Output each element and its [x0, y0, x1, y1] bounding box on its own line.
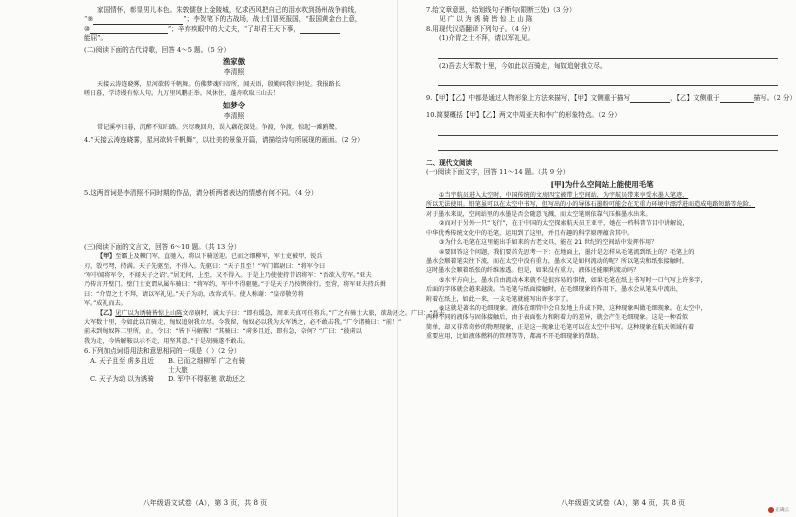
- answer-line[interactable]: [438, 136, 778, 151]
- q8-item-2: (2)吾去大军数十里，今如此以百骑走，匈奴追射我立尽。: [439, 61, 607, 70]
- q9-text: 描写。（2 分）: [753, 94, 796, 103]
- fill-line: 家国情怀，彰显男儿本色。朱敦儒登上金陵城，忆求西风把自己的泪水吹到扬州战争前线，: [97, 6, 361, 14]
- article-title: [甲]为什么空间站上能使用毛笔: [550, 179, 654, 189]
- q9-text: ，【乙】文侧重于: [670, 94, 720, 103]
- option-b[interactable]: B. 已而之细柳军 广之有骑士大旅: [168, 356, 246, 374]
- answer-blank-q9a[interactable]: [630, 95, 670, 103]
- yi-label: 【乙】: [97, 309, 116, 317]
- article-line: 附着在纸上，如此一来，一支毛笔就能写出许多字了。: [426, 295, 573, 303]
- answer-line[interactable]: [438, 71, 778, 86]
- section-modern-reading: 二、现代文阅读: [426, 158, 473, 167]
- right-column: [426, 6, 796, 342]
- prose-line: ‘军中闻将军令，不闻天子之诏’。”居无何，上至，又不得入。于是上乃使使持节诏将军：“吾欲入劳军。”亚夫: [84, 271, 372, 279]
- page-footer: 八年级语文试卷（A），第 3 页，共 8 页: [142, 499, 268, 507]
- article-line: 对于墨水来说，空间站里的水墨是否会随意飞溅，而太空笔则依靠气压推墨水出来。: [426, 210, 652, 218]
- poem-line: 常记溪亭日暮，沉醉不知归路。兴尽晚回舟，误入藕花深处。争渡，争渡，惊起一滩鸥鹭。: [97, 124, 341, 132]
- fill-line: [84, 25, 384, 34]
- answer-blank-q9b[interactable]: [720, 95, 754, 103]
- question-6: 6.下列加点词语用法和意思相同的一项是（ ）（2 分）: [84, 347, 241, 356]
- fill-line: 能屈”。: [84, 34, 108, 43]
- q7-sentence: 见 广 以 为 诱 骑 皆 惊 上 山 陈: [439, 15, 533, 24]
- article-line: ⑥这就是著名的毛细现象。液体在细管中会自发地上升或下降，这种现象叫做毛细现象。在太空中，: [439, 304, 707, 312]
- article-line: 所以无法使用。铅笔虽可以在太空中书写，但写出的小的导体石墨粉可能会在无重力环境中漂浮进而造成电路短路等危险，: [426, 201, 756, 209]
- option-a[interactable]: A. 天子且至 虏多且近: [90, 356, 154, 365]
- blank-label: “⑨: [84, 15, 94, 24]
- prose-line: 前未到匈奴阵二里所，止，令曰：“皆下马解鞍！”其骑曰：“虏多且近，即有急，奈何？”广曰：“彼虏以: [84, 328, 362, 336]
- prose-text: 文帝崩时，诚太子曰：“即有缓急，周亚夫真可任将兵。”广之有骑士大旅，欲劫还之。广曰：“吾去: [182, 309, 445, 317]
- article-line: ③为什么毛笔在这里能出手如来的古老文具，能在 21 世纪的空间站中发挥作用？: [439, 239, 658, 247]
- modern-section-subheading: (一)阅读下面文字，回答 11～14 题。（共 9 分）: [426, 168, 570, 177]
- question-8: 8.用现代汉语翻译下列句子。（4 分）: [426, 24, 535, 33]
- answer-blank-11[interactable]: [300, 26, 340, 34]
- prose-line: [84, 309, 445, 318]
- poem-line: 嗟日暮，学诗谩有惊人句。九万里风鹏正举。风休住，蓬舟吹取三山去！: [84, 90, 279, 98]
- article-line: 重要应用，比如液体燃料的管理等等，都离不开毛细现象的帮助。: [426, 333, 603, 341]
- q8-item-1: (1)介胄之士不拜，请以军礼见。: [439, 34, 535, 43]
- watermark-logo: [768, 507, 790, 513]
- jia-label: 【甲】: [97, 253, 116, 261]
- right-page: [397, 0, 795, 517]
- prose-line: 刃，彀弓弩，持满。天子先驱至，不得入。先驱曰：“天子且至！”军门都尉曰：“将军令曰: [84, 262, 326, 270]
- poem1-title: 渔家傲: [222, 57, 246, 67]
- answer-line[interactable]: [438, 121, 778, 136]
- question-6-options: [84, 357, 384, 385]
- answer-blank-9[interactable]: [93, 17, 183, 25]
- article-line: ⑤水平方向上，墨水自由流动本来就不是很容易的事情，如果毛笔在纸上书写时一口气写上许多字，: [439, 276, 707, 284]
- poem-line: 天接云涛连晓雾，星河欲转千帆舞。仿佛梦魂归帝所，闻天语，殷勤问我归何处。我报路长: [97, 80, 341, 88]
- answer-line[interactable]: [438, 44, 778, 59]
- left-column: [84, 6, 445, 385]
- article-line: 简单，却又非常奇妙的物理现象，正是这一现象让毛笔可以在太空中书写。这种现象在航天领域有着: [426, 323, 695, 331]
- prose-line: 曰：“介胄之士不拜，请以军礼见。”天子为动，改容式车。使人称谢：“皇帝敬劳将: [84, 290, 304, 298]
- logo-icon: [768, 507, 774, 513]
- blank-label: ⑩: [84, 24, 90, 33]
- question-7: 7.给文章意思，给划线句子断句(限断三处)（3 分）: [426, 6, 576, 14]
- poem-section-heading: (二)阅读下面的古代诗歌，回答 4～5 题。（5 分）: [84, 45, 230, 54]
- option-c[interactable]: C. 天子为动 以为诱骑: [90, 375, 154, 384]
- answer-space-5[interactable]: [84, 199, 384, 243]
- question-5: 5.这两首词是李清照不同时期的作品，请分析两者表达的情感有何不同。（4 分）: [84, 189, 318, 198]
- underlined-sentence: 见广以为诱骑皆惊上山陈: [115, 309, 183, 317]
- q9-text: 9.【甲】【乙】中都是通过人物形象上方法来描写，【甲】文侧重于描写: [426, 94, 631, 103]
- question-4: 4.“天接云涛连晓雾，星河欲转千帆舞”，以壮美的景象开篇，请描绘诗句所展现的画面。（2 分）: [84, 135, 364, 144]
- answer-space-4[interactable]: [84, 145, 384, 189]
- prose-line: 乃传言开壁门。壁门士吏谓从属车骑曰：“将军约，军中不得驱驰。”于是天子乃按辔徐行。至营，将军亚夫持兵揖: [84, 281, 386, 289]
- article-line: ②而对于另外一只“飞行”，在于中国的太空探索航天员王亚平，她在一档科普节目中讲解说，: [439, 220, 689, 228]
- article-line: 这时墨水会顺着纸张的纤维渗透。但是，如果没有重力，液体还能顺利流动吗？: [426, 267, 640, 275]
- fill-line: [84, 15, 384, 24]
- article-line: ①当宇航员进入太空时，中国传统的文房四宝被带上空间站，为宇航员带来享受水墨人笔迹，: [439, 192, 689, 200]
- prose-line: 我为走，今皆解鞍以示不走，用坚其意。”于是胡骑遂不敢击。: [84, 337, 249, 345]
- option-d[interactable]: D. 军中不得驱驰 欲劫还之: [168, 375, 246, 384]
- article-line: 中华优秀传统文化中的毛笔，运用到了这里，并且有趣的科学原理蕴含其中。: [426, 229, 634, 237]
- article-line: 两种不同的液体与固体接触后，由于表面张力和附着力的差异，就会产生毛细现象。这是一种看似: [426, 314, 689, 322]
- article-line: 后面的字体就会越来越淡。当毛笔与纸面接触时，在毛细现象的作用下，墨水会从笔头中流出，: [426, 286, 682, 294]
- prose-line: 军。”成礼而去。: [84, 300, 127, 308]
- prose-line: 大军数十里，今如此以百骑走，匈奴追射我立尽。今我留，匈奴必以我为大军诱之，必不敢击我。”广令诸骑曰：“前！”: [84, 318, 402, 326]
- question-10: 10.简要概括【甲】【乙】两文中周亚夫和李广的形象特点。（2 分）: [426, 111, 621, 120]
- prose-section-heading: (三)阅读下面的文言文，回答 6～10 题。（共 13 分）: [84, 242, 241, 251]
- fill-text: ”；辛弃疾眼中的大丈夫，“了却君王天下事，: [167, 24, 300, 33]
- article-line: ④要回答这个问题，我们要首先思考一下：在地面上，墨汁是怎样从毛笔流到纸上的？毛笔上的: [439, 248, 695, 256]
- question-9: [426, 94, 796, 103]
- page-footer: 八年级语文试卷（A），第 4 页，共 8 页: [560, 499, 686, 507]
- article-line: 墨水会顺着笔尖往下流，而在太空中没有重力，墨水又是如何流动的呢？所以笔尖和纸张接触时，: [426, 257, 689, 265]
- fill-text: ”；李贺笔下的古战场，战士们冒死报国，“报国黄金台上意，: [183, 15, 362, 24]
- poem1-author: 李清照: [223, 68, 245, 77]
- poem2-title: 如梦令: [222, 100, 246, 110]
- poem2-author: 李清照: [223, 112, 245, 121]
- prose-line: [84, 252, 384, 261]
- watermark-text: 正确云: [775, 508, 789, 513]
- prose-text: 至霸上及棘门军，直驰入，将以下骑送迎。已而之细柳军，军士吏被甲，锐兵: [115, 253, 323, 261]
